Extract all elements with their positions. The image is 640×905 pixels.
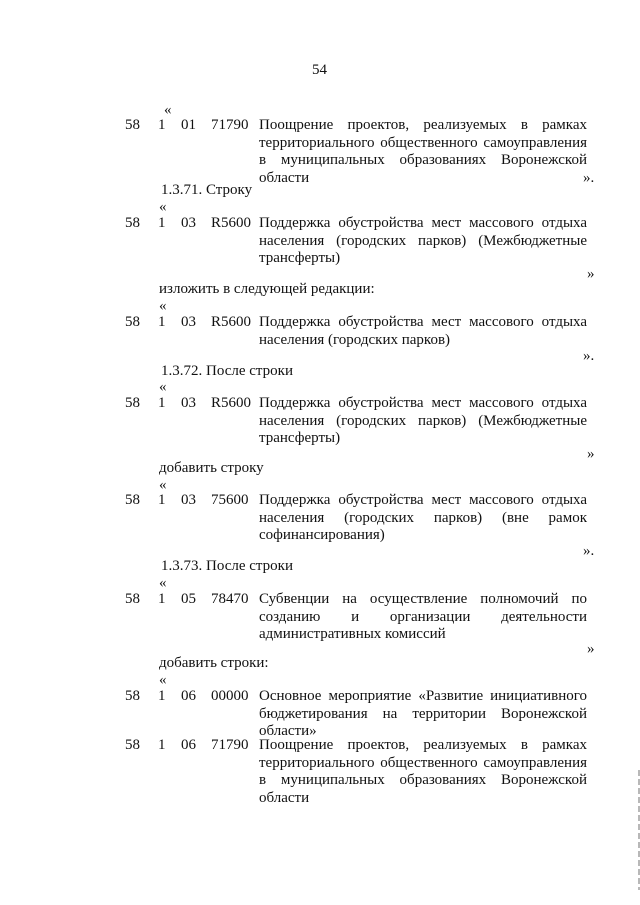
row-description: Поощрение проектов, реализуемых в рамках территориального общественного самоуправления в муниципальных образованиях Воронежской области: [259, 117, 587, 186]
code-target: R5600: [211, 215, 252, 231]
close-quote: ».: [583, 170, 595, 186]
code-target: R5600: [211, 314, 252, 330]
code-section: 1: [158, 314, 166, 330]
code-target: 78470: [211, 591, 249, 607]
code-section: 1: [158, 395, 166, 411]
open-quote: «: [159, 298, 167, 314]
section-label: 1.3.73. После строки: [161, 558, 293, 574]
open-quote: «: [159, 575, 167, 591]
page-number: 54: [312, 62, 327, 78]
row-description: Основное мероприятие «Развитие инициативного бюджетирования на территории Воронежской области»: [259, 688, 587, 739]
code-section: 1: [158, 688, 166, 704]
close-quote: »: [587, 266, 595, 282]
code-subsection: 03: [181, 314, 196, 330]
row-description: Поддержка обустройства мест массового отдыха населения (городских парков): [259, 314, 587, 348]
row-description: Поддержка обустройства мест массового отдыха населения (городских парков) (Межбюджетные трансферты): [259, 395, 587, 446]
code-chapter: 58: [125, 737, 140, 753]
code-target: 75600: [211, 492, 249, 508]
row-description: Субвенции на осуществление полномочий по созданию и организации деятельности административных комиссий: [259, 591, 587, 642]
code-target: R5600: [211, 395, 252, 411]
code-target: 00000: [211, 688, 249, 704]
close-quote: ».: [583, 543, 595, 559]
section-label: 1.3.72. После строки: [161, 363, 293, 379]
section-label: добавить строку: [159, 460, 264, 476]
open-quote: «: [159, 477, 167, 493]
row-description: Поддержка обустройства мест массового отдыха населения (городских парков) (вне рамок софинансирования): [259, 492, 587, 543]
code-chapter: 58: [125, 314, 140, 330]
close-quote: »: [587, 446, 595, 462]
code-subsection: 03: [181, 215, 196, 231]
section-label: изложить в следующей редакции:: [159, 281, 375, 297]
code-chapter: 58: [125, 591, 140, 607]
close-quote: »: [587, 641, 595, 657]
code-section: 1: [158, 492, 166, 508]
close-quote: ».: [583, 348, 595, 364]
open-quote: «: [159, 672, 167, 688]
code-section: 1: [158, 117, 166, 133]
code-section: 1: [158, 737, 166, 753]
code-subsection: 03: [181, 492, 196, 508]
code-target: 71790: [211, 737, 249, 753]
code-chapter: 58: [125, 117, 140, 133]
row-description: Поддержка обустройства мест массового отдыха населения (городских парков) (Межбюджетные трансферты): [259, 215, 587, 266]
code-subsection: 03: [181, 395, 196, 411]
code-subsection: 06: [181, 688, 196, 704]
code-subsection: 01: [181, 117, 196, 133]
code-subsection: 05: [181, 591, 196, 607]
section-label: добавить строки:: [159, 655, 269, 671]
code-section: 1: [158, 591, 166, 607]
code-section: 1: [158, 215, 166, 231]
code-chapter: 58: [125, 215, 140, 231]
code-subsection: 06: [181, 737, 196, 753]
row-description: Поощрение проектов, реализуемых в рамках территориального общественного самоуправления в муниципальных образованиях Воронежской области: [259, 737, 587, 806]
section-label: 1.3.71. Строку: [161, 182, 253, 198]
open-quote: «: [159, 199, 167, 215]
open-quote: «: [159, 379, 167, 395]
code-chapter: 58: [125, 688, 140, 704]
code-target: 71790: [211, 117, 249, 133]
code-chapter: 58: [125, 395, 140, 411]
code-chapter: 58: [125, 492, 140, 508]
open-quote: «: [164, 102, 172, 118]
